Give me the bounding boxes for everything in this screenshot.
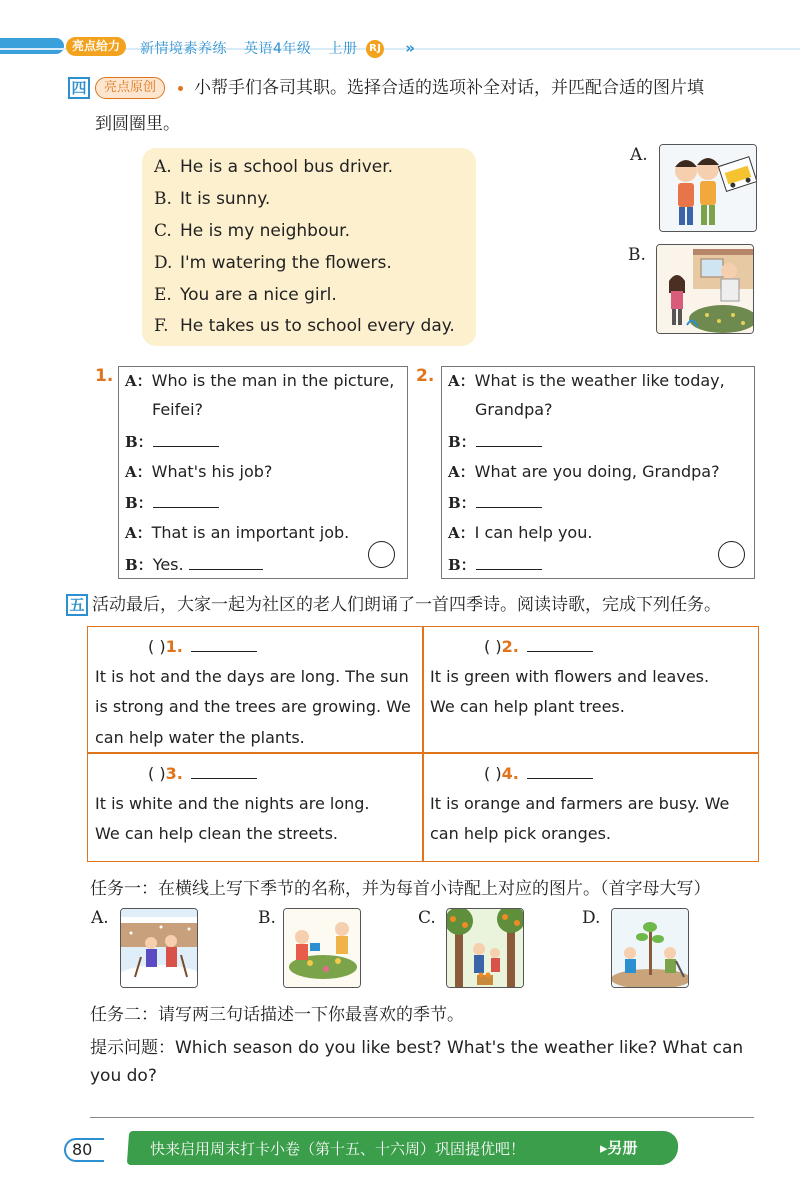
hint-question-line-2: you do? xyxy=(90,1066,157,1086)
dialogue-2-line-6: A：I can help you. xyxy=(448,523,593,542)
winter-snow-picture xyxy=(120,908,198,988)
dialogue-2-line-3: B： xyxy=(448,431,542,452)
poem-3-line-2: We can help clean the streets. xyxy=(95,824,338,843)
answer-blank[interactable] xyxy=(476,556,542,570)
poem-3-line-1: It is white and the nights are long. xyxy=(95,794,370,813)
footer-supplement-link[interactable]: ▸另册 xyxy=(600,1139,638,1157)
header-text xyxy=(140,38,427,58)
season-blank[interactable] xyxy=(191,638,257,652)
picture-a-label: A. xyxy=(630,145,648,165)
edition-badge: RJ xyxy=(366,40,384,58)
table-divider-horizontal xyxy=(87,752,759,754)
dialogue-1-line-4: A：What's his job? xyxy=(125,462,273,481)
dialogue-1-line-7: B：Yes. xyxy=(125,554,263,575)
volume: 上册 xyxy=(328,41,358,57)
table-divider-vertical xyxy=(422,626,424,862)
footer-divider xyxy=(90,1117,754,1118)
picture-a-two-boys-with-bus-picture xyxy=(659,144,757,232)
dialogue-1-line-1: A：Who is the man in the picture, xyxy=(125,371,395,390)
option-a: A. He is a school bus driver. xyxy=(154,157,394,177)
header-bar xyxy=(0,38,64,54)
dialogue-2-line-5: B： xyxy=(448,492,542,513)
answer-blank[interactable] xyxy=(189,556,263,570)
dialogue-2-line-1: A：What is the weather like today, xyxy=(448,371,725,390)
season-blank[interactable] xyxy=(191,765,257,779)
dialogue-1-number: 1. xyxy=(95,366,114,386)
season-picture-c-label: C. xyxy=(418,908,436,928)
subject-grade: 英语4年级 xyxy=(243,41,312,57)
footer-banner-text: 快来启用周末打卡小卷（第十五、十六周）巩固提优吧！ xyxy=(150,1140,526,1158)
poem-1-line-1: It is hot and the days are long. The sun xyxy=(95,667,409,686)
tag-dot-icon xyxy=(178,86,183,91)
dialogue-1-line-2: Feifei? xyxy=(152,400,204,419)
option-c: C. He is my neighbour. xyxy=(154,221,350,241)
answer-blank[interactable] xyxy=(476,494,542,508)
answer-circle-1[interactable] xyxy=(368,541,395,568)
answer-blank[interactable] xyxy=(153,494,219,508)
dialogue-1-line-5: B： xyxy=(125,492,219,513)
poem-2-line-1: It is green with flowers and leaves. xyxy=(430,667,710,686)
season-blank[interactable] xyxy=(527,765,593,779)
picture-b-label: B. xyxy=(628,245,646,265)
series-name: 新情境素养练 xyxy=(140,41,227,57)
dialogue-1-line-6: A：That is an important job. xyxy=(125,523,350,542)
header-badge: 亮点给力 xyxy=(66,37,126,56)
poem-4-line-2: can help pick oranges. xyxy=(430,824,611,843)
season-picture-a-label: A. xyxy=(91,908,109,928)
season-picture-b-label: B. xyxy=(258,908,276,928)
season-blank[interactable] xyxy=(527,638,593,652)
autumn-orange-picking-picture xyxy=(446,908,524,988)
task-2-text: 任务二：请写两三句话描述一下你最喜欢的季节。 xyxy=(90,1005,464,1025)
poem-2-heading: ( )2. xyxy=(484,637,593,656)
summer-watering-picture xyxy=(283,908,361,988)
page-number: 80 xyxy=(64,1138,104,1162)
poem-1-line-2: is strong and the trees are growing. We xyxy=(95,697,411,716)
poem-1-heading: ( )1. xyxy=(148,637,257,656)
dialogue-2-line-7: B： xyxy=(448,554,542,575)
section-5-instruction: 活动最后，大家一起为社区的老人们朗诵了一首四季诗。阅读诗歌，完成下列任务。 xyxy=(92,595,721,615)
answer-circle-2[interactable] xyxy=(718,541,745,568)
option-e: E. You are a nice girl. xyxy=(154,285,337,305)
dialogue-2-line-4: A：What are you doing, Grandpa? xyxy=(448,462,720,481)
section-5-number: 五 xyxy=(66,594,88,616)
dialogue-2-line-2: Grandpa? xyxy=(475,400,553,419)
answer-blank[interactable] xyxy=(476,433,542,447)
chevron-right-icon: » xyxy=(405,39,416,57)
option-f: F. He takes us to school every day. xyxy=(154,316,455,336)
section-4-tag: 亮点原创 xyxy=(95,77,165,99)
dialogue-1-line-3: B： xyxy=(125,431,219,452)
poem-1-line-3: can help water the plants. xyxy=(95,728,305,747)
picture-b-grandpa-watering-picture xyxy=(656,244,754,334)
poem-2-line-2: We can help plant trees. xyxy=(430,697,625,716)
poem-3-heading: ( )3. xyxy=(148,764,257,783)
answer-blank[interactable] xyxy=(153,433,219,447)
poem-4-heading: ( )4. xyxy=(484,764,593,783)
hint-question-line-1: 提示问题：Which season do you like best? What's the weather like? What can xyxy=(90,1038,744,1058)
section-4-instruction: 小帮手们各司其职。选择合适的选项补全对话，并匹配合适的图片填 xyxy=(194,78,704,98)
dialogue-2-number: 2. xyxy=(416,366,435,386)
section-4-instruction-cont: 到圆圈里。 xyxy=(95,114,180,134)
section-4-number: 四 xyxy=(68,77,90,99)
option-d: D. I'm watering the flowers. xyxy=(154,253,392,273)
poem-4-line-1: It is orange and farmers are busy. We xyxy=(430,794,730,813)
season-picture-d-label: D. xyxy=(582,908,601,928)
option-b: B. It is sunny. xyxy=(154,189,271,209)
task-1-text: 任务一：在横线上写下季节的名称，并为每首小诗配上对应的图片。（首字母大写） xyxy=(90,879,711,899)
spring-tree-planting-picture xyxy=(611,908,689,988)
